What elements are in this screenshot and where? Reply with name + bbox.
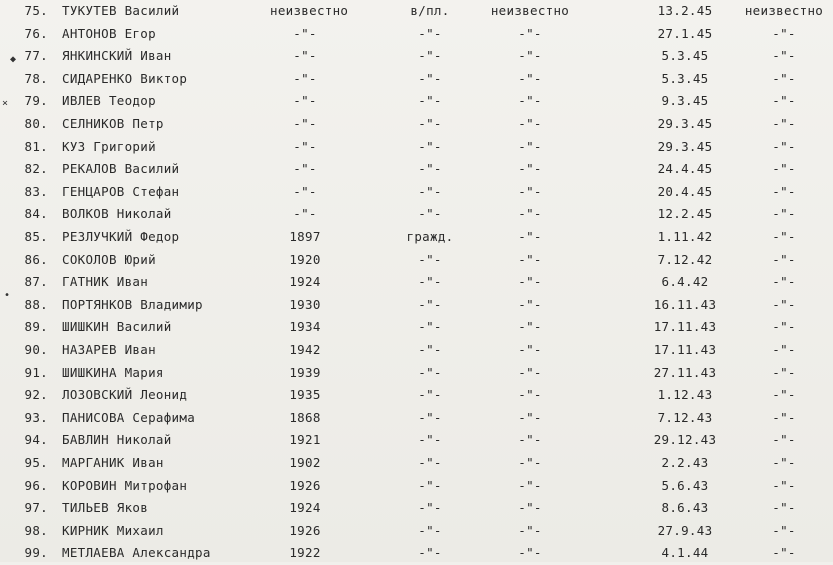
birth-year: 1922 [289, 545, 321, 561]
date: 7.12.43 [657, 409, 713, 425]
fate: -"- [772, 545, 796, 561]
birth-year: -"- [293, 161, 317, 177]
status: -"- [418, 251, 442, 267]
fate: -"- [772, 116, 796, 131]
status: в/пл. [410, 3, 450, 18]
fate: -"- [772, 229, 796, 244]
place: -"- [518, 70, 542, 86]
table-row [0, 271, 833, 294]
date: 5.3.45 [661, 48, 709, 64]
birth-year: 1930 [289, 296, 321, 312]
date: 29.3.45 [657, 138, 713, 154]
person-name: МЕТЛАЕВА Александра [62, 545, 211, 561]
status: -"- [418, 161, 442, 177]
row-number: 77. [24, 48, 48, 64]
person-name: РЕЗЛУЧКИЙ Федор [62, 229, 180, 244]
birth-year: -"- [293, 116, 317, 131]
date: 20.4.45 [657, 183, 713, 199]
date: 4.1.44 [661, 545, 709, 561]
person-name: МАРГАНИК Иван [62, 455, 164, 470]
status: -"- [418, 319, 442, 335]
person-name: НАЗАРЕВ Иван [62, 342, 156, 357]
date: 24.4.45 [657, 161, 713, 177]
status: -"- [418, 545, 442, 561]
row-number: 75. [24, 3, 48, 18]
row-number: 93. [24, 409, 48, 425]
row-number: 96. [24, 477, 48, 493]
birth-year: -"- [293, 25, 317, 41]
person-name: СЕЛНИКОВ Петр [62, 116, 164, 131]
row-number: 89. [24, 319, 48, 335]
row-number: 91. [24, 364, 48, 380]
date: 12.2.45 [657, 206, 713, 222]
status: -"- [418, 25, 442, 41]
fate: -"- [772, 296, 796, 312]
margin-mark: × [2, 98, 9, 109]
row-number: 76. [24, 25, 48, 41]
date: 16.11.43 [653, 296, 717, 312]
date: 29.12.43 [653, 432, 717, 448]
table-row [0, 113, 833, 136]
table-row [0, 475, 833, 498]
status: -"- [418, 500, 442, 516]
fate: -"- [772, 161, 796, 177]
row-number: 87. [24, 274, 48, 290]
date: 5.6.43 [661, 477, 709, 493]
fate: -"- [772, 138, 796, 154]
table-row [0, 497, 833, 520]
place: -"- [518, 364, 542, 380]
date: 27.1.45 [657, 25, 713, 41]
person-name: ШИШКИНА Мария [62, 364, 164, 380]
date: 8.6.43 [661, 500, 709, 516]
status: -"- [418, 409, 442, 425]
person-name: ГЕНЦАРОВ Стефан [62, 183, 180, 199]
birth-year: 1926 [289, 522, 321, 538]
person-name: ТИЛЬЕВ Яков [62, 500, 149, 516]
place: -"- [518, 48, 542, 64]
status: -"- [418, 48, 442, 64]
row-number: 88. [24, 296, 48, 312]
birth-year: 1921 [289, 432, 321, 448]
fate: -"- [772, 500, 796, 516]
row-number: 98. [24, 522, 48, 538]
place: -"- [518, 116, 542, 131]
margin-mark: • [4, 290, 11, 301]
person-name: ЛОЗОВСКИЙ Леонид [62, 387, 188, 403]
status: -"- [418, 116, 442, 131]
place: -"- [518, 319, 542, 335]
birth-year: 1902 [289, 455, 321, 470]
status: -"- [418, 206, 442, 222]
status: -"- [418, 70, 442, 86]
fate: -"- [772, 70, 796, 86]
table-row [0, 203, 833, 226]
person-name: СИДАРЕНКО Виктор [62, 70, 188, 86]
place: -"- [518, 545, 542, 561]
person-name: СОКОЛОВ Юрий [62, 251, 156, 267]
place: -"- [518, 183, 542, 199]
place: -"- [518, 251, 542, 267]
fate: -"- [772, 206, 796, 222]
person-name: ИВЛЕВ Теодор [62, 93, 156, 109]
date: 17.11.43 [653, 342, 717, 357]
person-name: ПОРТЯНКОВ Владимир [62, 296, 203, 312]
date: 13.2.45 [657, 3, 713, 18]
row-number: 79. [24, 93, 48, 109]
birth-year: 1920 [289, 251, 321, 267]
person-name: БАВЛИН Николай [62, 432, 172, 448]
birth-year: -"- [293, 206, 317, 222]
place: -"- [518, 138, 542, 154]
place: -"- [518, 387, 542, 403]
person-name: ГАТНИК Иван [62, 274, 149, 290]
fate: -"- [772, 455, 796, 470]
table-row [0, 158, 833, 181]
person-name: КИРНИК Михаил [62, 522, 164, 538]
person-name: ЯНКИНСКИЙ Иван [62, 48, 172, 64]
fate: неизвестно [744, 3, 824, 18]
birth-year: -"- [293, 183, 317, 199]
table-row [0, 407, 833, 430]
birth-year: 1926 [289, 477, 321, 493]
fate: -"- [772, 522, 796, 538]
table-row [0, 452, 833, 475]
birth-year: 1939 [289, 364, 321, 380]
date: 5.3.45 [661, 70, 709, 86]
table-row [0, 181, 833, 204]
fate: -"- [772, 477, 796, 493]
place: -"- [518, 161, 542, 177]
fate: -"- [772, 364, 796, 380]
person-name: КОРОВИН Митрофан [62, 477, 188, 493]
row-number: 82. [24, 161, 48, 177]
place: -"- [518, 500, 542, 516]
place: -"- [518, 409, 542, 425]
row-number: 92. [24, 387, 48, 403]
birth-year: 1942 [289, 342, 321, 357]
place: -"- [518, 93, 542, 109]
status: -"- [418, 432, 442, 448]
place: -"- [518, 206, 542, 222]
place: неизвестно [490, 3, 570, 18]
table-row [0, 23, 833, 46]
fate: -"- [772, 409, 796, 425]
table-row [0, 294, 833, 317]
table-row [0, 520, 833, 543]
place: -"- [518, 342, 542, 357]
date: 7.12.42 [657, 251, 713, 267]
birth-year: 1897 [289, 229, 321, 244]
date: 1.12.43 [657, 387, 713, 403]
table-row [0, 362, 833, 385]
person-name: ТУКУТЕВ Василий [62, 3, 180, 18]
person-name: КУЗ Григорий [62, 138, 156, 154]
status: -"- [418, 342, 442, 357]
row-number: 99. [24, 545, 48, 561]
table-row [0, 226, 833, 249]
person-name: РЕКАЛОВ Василий [62, 161, 180, 177]
date: 6.4.42 [661, 274, 709, 290]
row-number: 90. [24, 342, 48, 357]
row-number: 85. [24, 229, 48, 244]
place: -"- [518, 25, 542, 41]
row-number: 81. [24, 138, 48, 154]
row-number: 80. [24, 116, 48, 131]
status: -"- [418, 477, 442, 493]
table-row [0, 339, 833, 362]
date: 27.9.43 [657, 522, 713, 538]
birth-year: 1924 [289, 500, 321, 516]
fate: -"- [772, 387, 796, 403]
fate: -"- [772, 25, 796, 41]
status: -"- [418, 138, 442, 154]
place: -"- [518, 522, 542, 538]
status: гражд. [406, 229, 454, 244]
fate: -"- [772, 319, 796, 335]
place: -"- [518, 432, 542, 448]
fate: -"- [772, 432, 796, 448]
status: -"- [418, 183, 442, 199]
status: -"- [418, 364, 442, 380]
date: 17.11.43 [653, 319, 717, 335]
birth-year: 1935 [289, 387, 321, 403]
person-name: ВОЛКОВ Николай [62, 206, 172, 222]
person-name: АНТОНОВ Егор [62, 25, 156, 41]
table-row [0, 90, 833, 113]
birth-year: -"- [293, 93, 317, 109]
table-row [0, 249, 833, 272]
margin-mark: ◆ [10, 54, 17, 65]
table-row [0, 429, 833, 452]
place: -"- [518, 229, 542, 244]
status: -"- [418, 387, 442, 403]
row-number: 78. [24, 70, 48, 86]
fate: -"- [772, 48, 796, 64]
birth-year: -"- [293, 48, 317, 64]
fate: -"- [772, 93, 796, 109]
status: -"- [418, 455, 442, 470]
table-row [0, 0, 833, 23]
person-name: ПАНИСОВА Серафима [62, 409, 196, 425]
table-row [0, 136, 833, 159]
date: 29.3.45 [657, 116, 713, 131]
row-number: 94. [24, 432, 48, 448]
table-row [0, 68, 833, 91]
row-number: 95. [24, 455, 48, 470]
birth-year: -"- [293, 70, 317, 86]
place: -"- [518, 455, 542, 470]
table-row [0, 316, 833, 339]
row-number: 97. [24, 500, 48, 516]
table-row [0, 45, 833, 68]
fate: -"- [772, 183, 796, 199]
date: 1.11.42 [657, 229, 713, 244]
status: -"- [418, 296, 442, 312]
fate: -"- [772, 342, 796, 357]
place: -"- [518, 477, 542, 493]
status: -"- [418, 274, 442, 290]
date: 9.3.45 [661, 93, 709, 109]
table-row [0, 384, 833, 407]
person-name: ШИШКИН Василий [62, 319, 172, 335]
birth-year: 1934 [289, 319, 321, 335]
fate: -"- [772, 251, 796, 267]
place: -"- [518, 296, 542, 312]
row-number: 86. [24, 251, 48, 267]
birth-year: -"- [293, 138, 317, 154]
place: -"- [518, 274, 542, 290]
row-number: 84. [24, 206, 48, 222]
date: 2.2.43 [661, 455, 709, 470]
row-number: 83. [24, 183, 48, 199]
status: -"- [418, 522, 442, 538]
fate: -"- [772, 274, 796, 290]
date: 27.11.43 [653, 364, 717, 380]
birth-year: 1868 [289, 409, 321, 425]
status: -"- [418, 93, 442, 109]
birth-year: 1924 [289, 274, 321, 290]
birth-year: неизвестно [270, 3, 349, 18]
